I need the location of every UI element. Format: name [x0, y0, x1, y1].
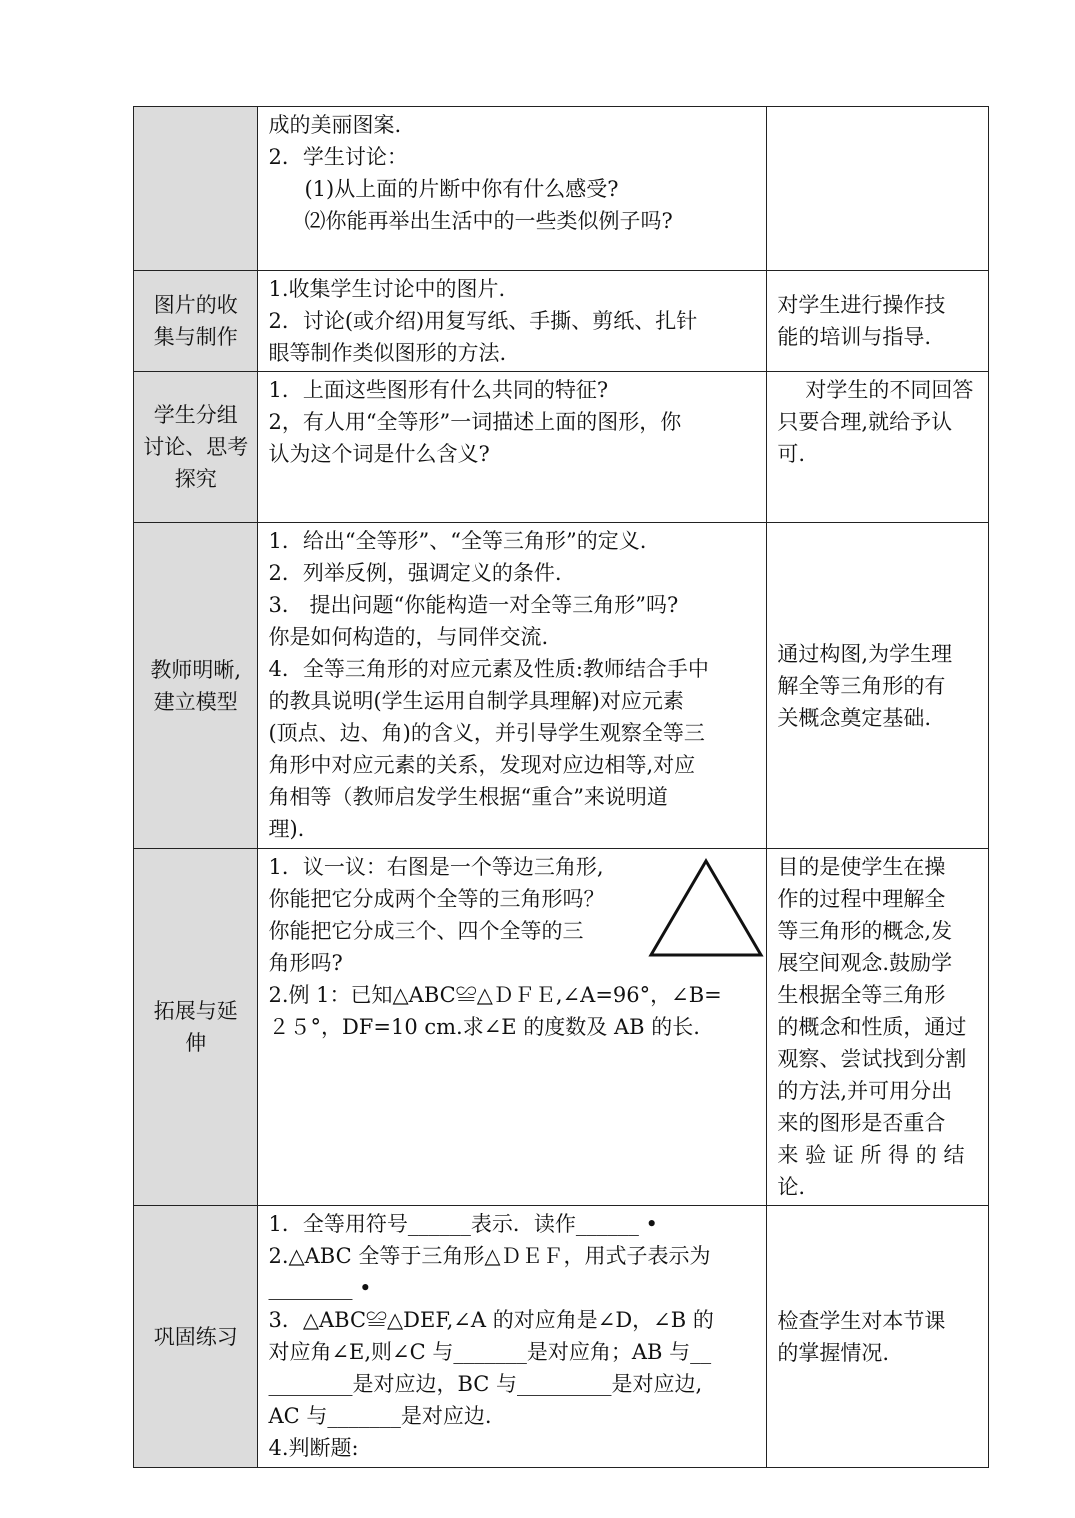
stage-cell: [134, 523, 258, 849]
note-cell: [767, 271, 989, 372]
table-row: [134, 1206, 989, 1468]
content-line: (顶点、边、角)的含义，并引导学生观察全等三: [268, 721, 705, 745]
note-line: 关概念奠定基础.: [777, 705, 932, 730]
content-line: 你能把它分成三个、四个全等的三: [268, 919, 584, 943]
note-cell: [767, 523, 989, 849]
note-line: 的方法,并可用分出: [777, 1079, 953, 1103]
content-line: 1.收集学生讨论中的图片.: [268, 277, 506, 301]
stage-cell: [134, 372, 258, 523]
stage-label: 讨论、思考: [143, 435, 249, 459]
content-line: 角形中对应元素的关系，发现对应边相等,对应: [268, 753, 696, 777]
note-line: 只要合理,就给予认: [777, 410, 953, 434]
content-line: 2．列举反例，强调定义的条件.: [268, 561, 562, 585]
content-line: ⑵你能再举出生活中的一些类似例子吗?: [304, 209, 673, 233]
note-line: 对学生的不同回答: [805, 378, 974, 402]
note-cell: [767, 849, 989, 1206]
equilateral-triangle-figure: [646, 857, 766, 961]
stage-label: 图片的收: [153, 293, 238, 317]
content-line: 2．讨论(或介绍)用复写纸、手撕、剪纸、扎针: [268, 309, 698, 333]
note-line: 展空间观念.鼓励学: [777, 951, 953, 975]
note-line: 的概念和性质，通过: [777, 1015, 967, 1039]
table-row: [134, 523, 989, 849]
stage-cell: [134, 849, 258, 1206]
note-line: 的掌握情况.: [777, 1340, 890, 1365]
content-line: 你能把它分成两个全等的三角形吗？: [268, 887, 605, 911]
table-row: [134, 372, 989, 523]
note-line: 论.: [777, 1175, 806, 1199]
table-row: [134, 849, 989, 1206]
content-line: ２５°，DF=10 cm.求∠E 的度数及 AB 的长.: [268, 1015, 700, 1039]
note-line: 解全等三角形的有: [777, 673, 946, 698]
note-cell: [767, 1206, 989, 1468]
content-line: 对应角∠E,则∠C 与_______是对应角；AB 与__: [268, 1340, 712, 1364]
content-line: ________是对应边，BC 与_________是对应边,: [268, 1372, 703, 1396]
content-line: ________ •: [268, 1276, 372, 1300]
content-line: 角形吗?: [268, 951, 343, 975]
table-row: [134, 271, 989, 372]
note-line: 生根据全等三角形: [777, 983, 946, 1007]
stage-label: 探究: [174, 467, 217, 491]
content-line: 1．给出“全等形”、“全等三角形”的定义.: [268, 529, 647, 553]
content-line: 1．上面这些图形有什么共同的特征?: [268, 378, 609, 402]
lesson-plan-table: [133, 106, 989, 1468]
stage-label: 学生分组: [153, 403, 238, 427]
content-line: 4.判断题:: [268, 1436, 359, 1460]
content-line: 眼等制作类似图形的方法.: [268, 341, 507, 365]
content-line: 的教具说明(学生运用自制学具理解)对应元素: [268, 689, 684, 713]
content-cell: [258, 849, 767, 1206]
stage-label: 伸: [185, 1031, 207, 1055]
note-line: 可.: [777, 442, 806, 466]
content-line: 理).: [268, 817, 305, 841]
content-cell: [258, 107, 767, 271]
stage-label: 集与制作: [153, 325, 238, 349]
content-line: 2.△ABC 全等于三角形△ＤＥＦ，用式子表示为: [268, 1244, 711, 1268]
content-line: 1．议一议：右图是一个等边三角形,: [268, 855, 604, 879]
content-line: 你是如何构造的，与同伴交流.: [268, 625, 549, 649]
note-line: 通过构图,为学生理: [777, 641, 953, 666]
note-line: 来 验 证 所 得 的 结: [777, 1143, 965, 1167]
note-line: 等三角形的概念,发: [777, 919, 953, 943]
stage-cell: [134, 1206, 258, 1468]
stage-cell: [134, 107, 258, 271]
note-cell: [767, 107, 989, 271]
content-line: 角相等（教师启发学生根据“重合”来说明道: [268, 785, 668, 809]
stage-label: 教师明晰,: [150, 657, 242, 682]
note-line: 检查学生对本节课: [777, 1308, 946, 1333]
note-line: 目的是使学生在操: [777, 855, 946, 879]
note-line: 能的培训与指导.: [777, 325, 932, 349]
content-cell: [258, 372, 767, 523]
content-cell: [258, 1206, 767, 1468]
content-line: 成的美丽图案.: [268, 113, 402, 137]
note-cell: [767, 372, 989, 523]
note-line: 观察、尝试找到分割: [777, 1047, 967, 1071]
content-line: AC 与_______是对应边.: [268, 1404, 492, 1428]
stage-label: 拓展与延: [153, 999, 238, 1023]
content-line: (1)从上面的片断中你有什么感受?: [304, 177, 619, 201]
table-row: [134, 107, 989, 271]
content-line: 4．全等三角形的对应元素及性质:教师结合手中: [268, 657, 709, 681]
note-line: 作的过程中理解全: [777, 887, 946, 911]
content-cell: [258, 271, 767, 372]
content-cell: [258, 523, 767, 849]
content-line: 3． 提出问题“你能构造一对全等三角形”吗?: [268, 593, 679, 617]
note-line: 对学生进行操作技: [777, 293, 946, 317]
stage-cell: [134, 271, 258, 372]
content-line: 认为这个词是什么含义?: [268, 442, 490, 466]
content-line: 2，有人用“全等形”一词描述上面的图形，你: [268, 410, 682, 434]
stage-label: 建立模型: [153, 689, 238, 714]
content-line: 1．全等用符号______表示．读作______ •: [268, 1212, 658, 1236]
note-line: 来的图形是否重合: [777, 1111, 946, 1135]
content-line: 2.例 1：已知△ABC≌△ＤＦＥ,∠A=96°，∠B=: [268, 983, 722, 1007]
content-line: 3．△ABC≌△DEF,∠A 的对应角是∠D，∠B 的: [268, 1308, 714, 1332]
content-line: 2．学生讨论：: [268, 145, 408, 169]
stage-label: 巩固练习: [153, 1324, 238, 1349]
